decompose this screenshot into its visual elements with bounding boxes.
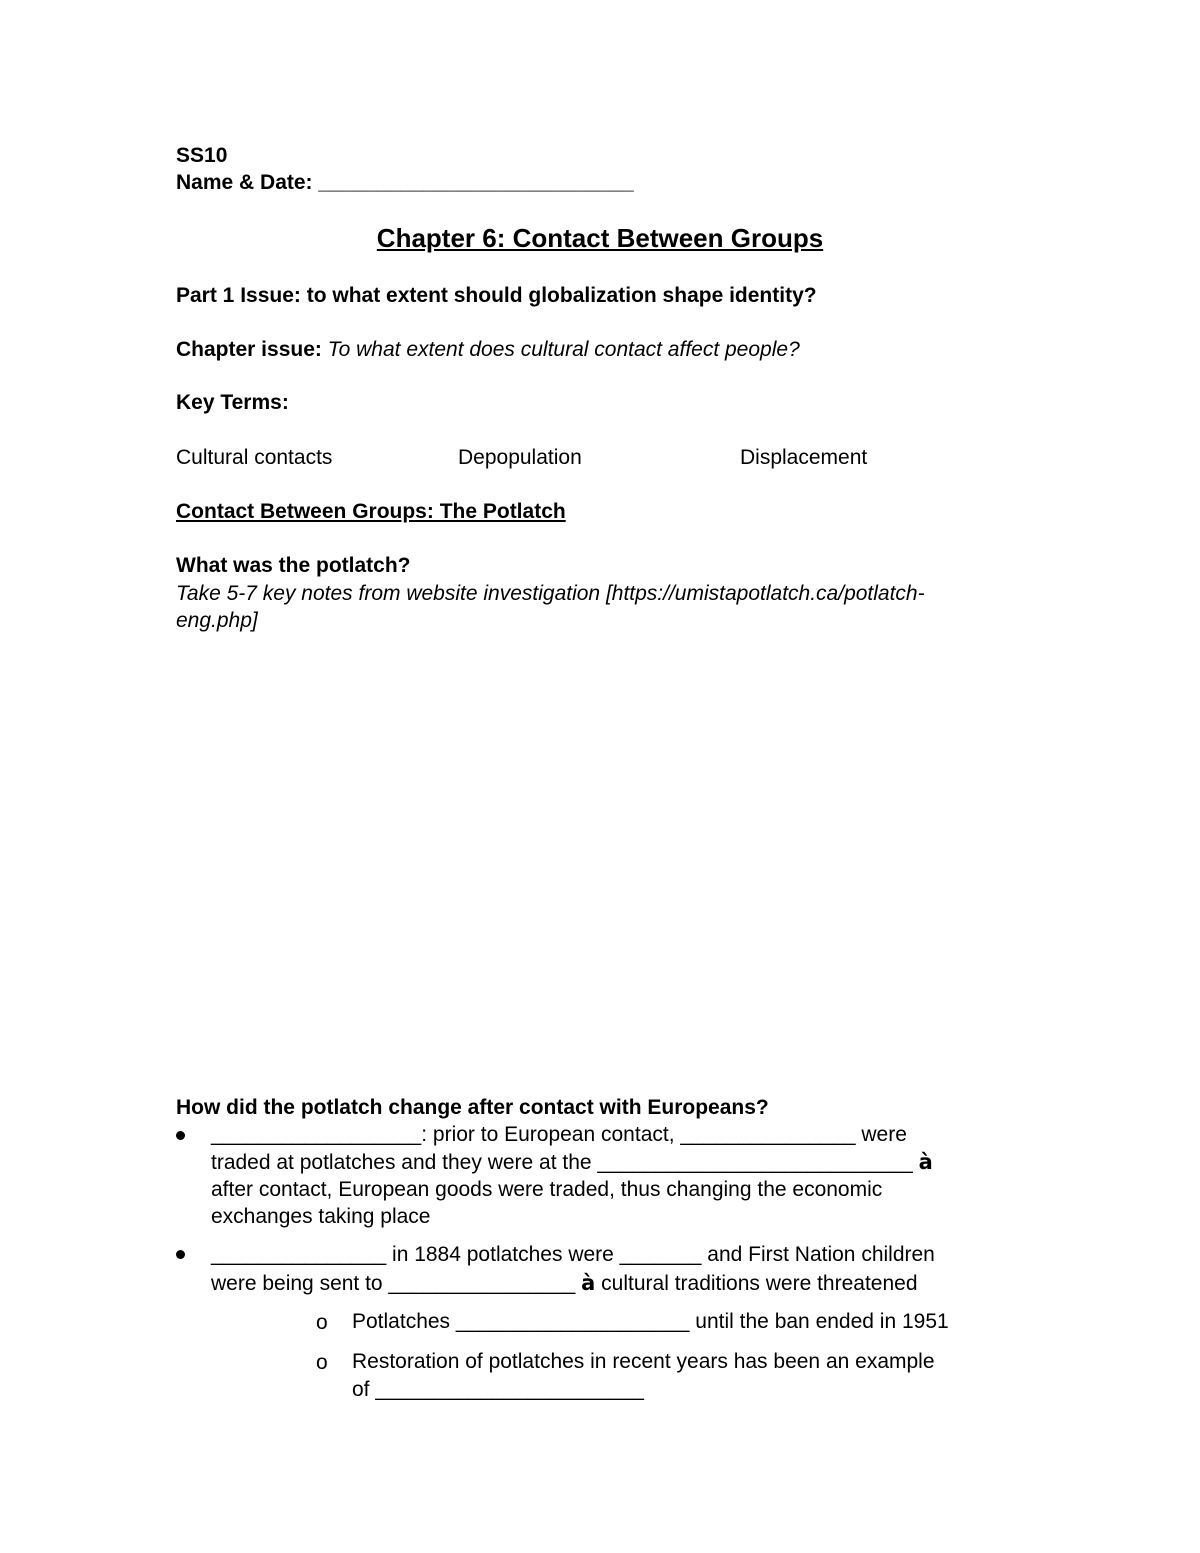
potlatch-instruction-line2: eng.php] bbox=[176, 609, 258, 632]
chapter-issue-label: Chapter issue: bbox=[176, 338, 322, 361]
chapter-issue bbox=[176, 336, 800, 364]
chapter-issue-text: To what extent does cultural contact affect people? bbox=[327, 338, 800, 361]
section-heading: Contact Between Groups: The Potlatch bbox=[176, 500, 566, 523]
arrow-icon: à bbox=[918, 1150, 933, 1174]
bullet2-line1: _______________ in 1884 potlatches were _______ and First Nation children bbox=[211, 1243, 935, 1266]
circle-bullet-icon: o bbox=[316, 1351, 328, 1374]
bullet2-line2-tail: cultural traditions were threatened bbox=[601, 1272, 918, 1295]
key-terms-label: Key Terms: bbox=[176, 391, 289, 414]
bullet2-line2-text: were being sent to ________________ bbox=[211, 1272, 576, 1295]
bullet1-line1: __________________: prior to European contact, _______________ were bbox=[211, 1123, 907, 1146]
bullet1-line2 bbox=[211, 1148, 933, 1177]
change-question: How did the potlatch change after contact with Europeans? bbox=[176, 1096, 769, 1119]
bullet-dot-icon bbox=[176, 1250, 185, 1259]
bullet1-line4: exchanges taking place bbox=[211, 1205, 431, 1228]
key-term-cultural-contacts: Cultural contacts bbox=[176, 446, 333, 469]
potlatch-instruction-line1: Take 5-7 key notes from website investigation [https://umistapotlatch.ca/potlatch- bbox=[176, 582, 925, 605]
part-issue: Part 1 Issue: to what extent should globalization shape identity? bbox=[176, 284, 817, 307]
sub-bullet2-line1: Restoration of potlatches in recent years has been an example bbox=[352, 1350, 935, 1373]
course-code: SS10 bbox=[176, 144, 228, 167]
page-title: Chapter 6: Contact Between Groups bbox=[376, 223, 824, 253]
sub-bullet1: Potlatches ____________________ until the ban ended in 1951 bbox=[352, 1310, 949, 1333]
name-date-label: Name & Date: bbox=[176, 171, 313, 194]
potlatch-question: What was the potlatch? bbox=[176, 554, 411, 577]
bullet2-line2 bbox=[211, 1269, 918, 1298]
key-term-displacement: Displacement bbox=[740, 446, 868, 469]
sub-bullet2-line2: of _______________________ bbox=[352, 1378, 644, 1401]
bullet1-line3: after contact, European goods were traded, thus changing the economic bbox=[211, 1178, 883, 1201]
circle-bullet-icon: o bbox=[316, 1311, 328, 1334]
name-date-line bbox=[176, 169, 634, 197]
arrow-icon: à bbox=[581, 1271, 596, 1295]
name-date-blank: ___________________________ bbox=[318, 171, 634, 194]
bullet-dot-icon bbox=[176, 1131, 185, 1140]
key-term-depopulation: Depopulation bbox=[458, 446, 582, 469]
bullet1-line2-text: traded at potlatches and they were at the ___________________________ bbox=[211, 1151, 913, 1174]
